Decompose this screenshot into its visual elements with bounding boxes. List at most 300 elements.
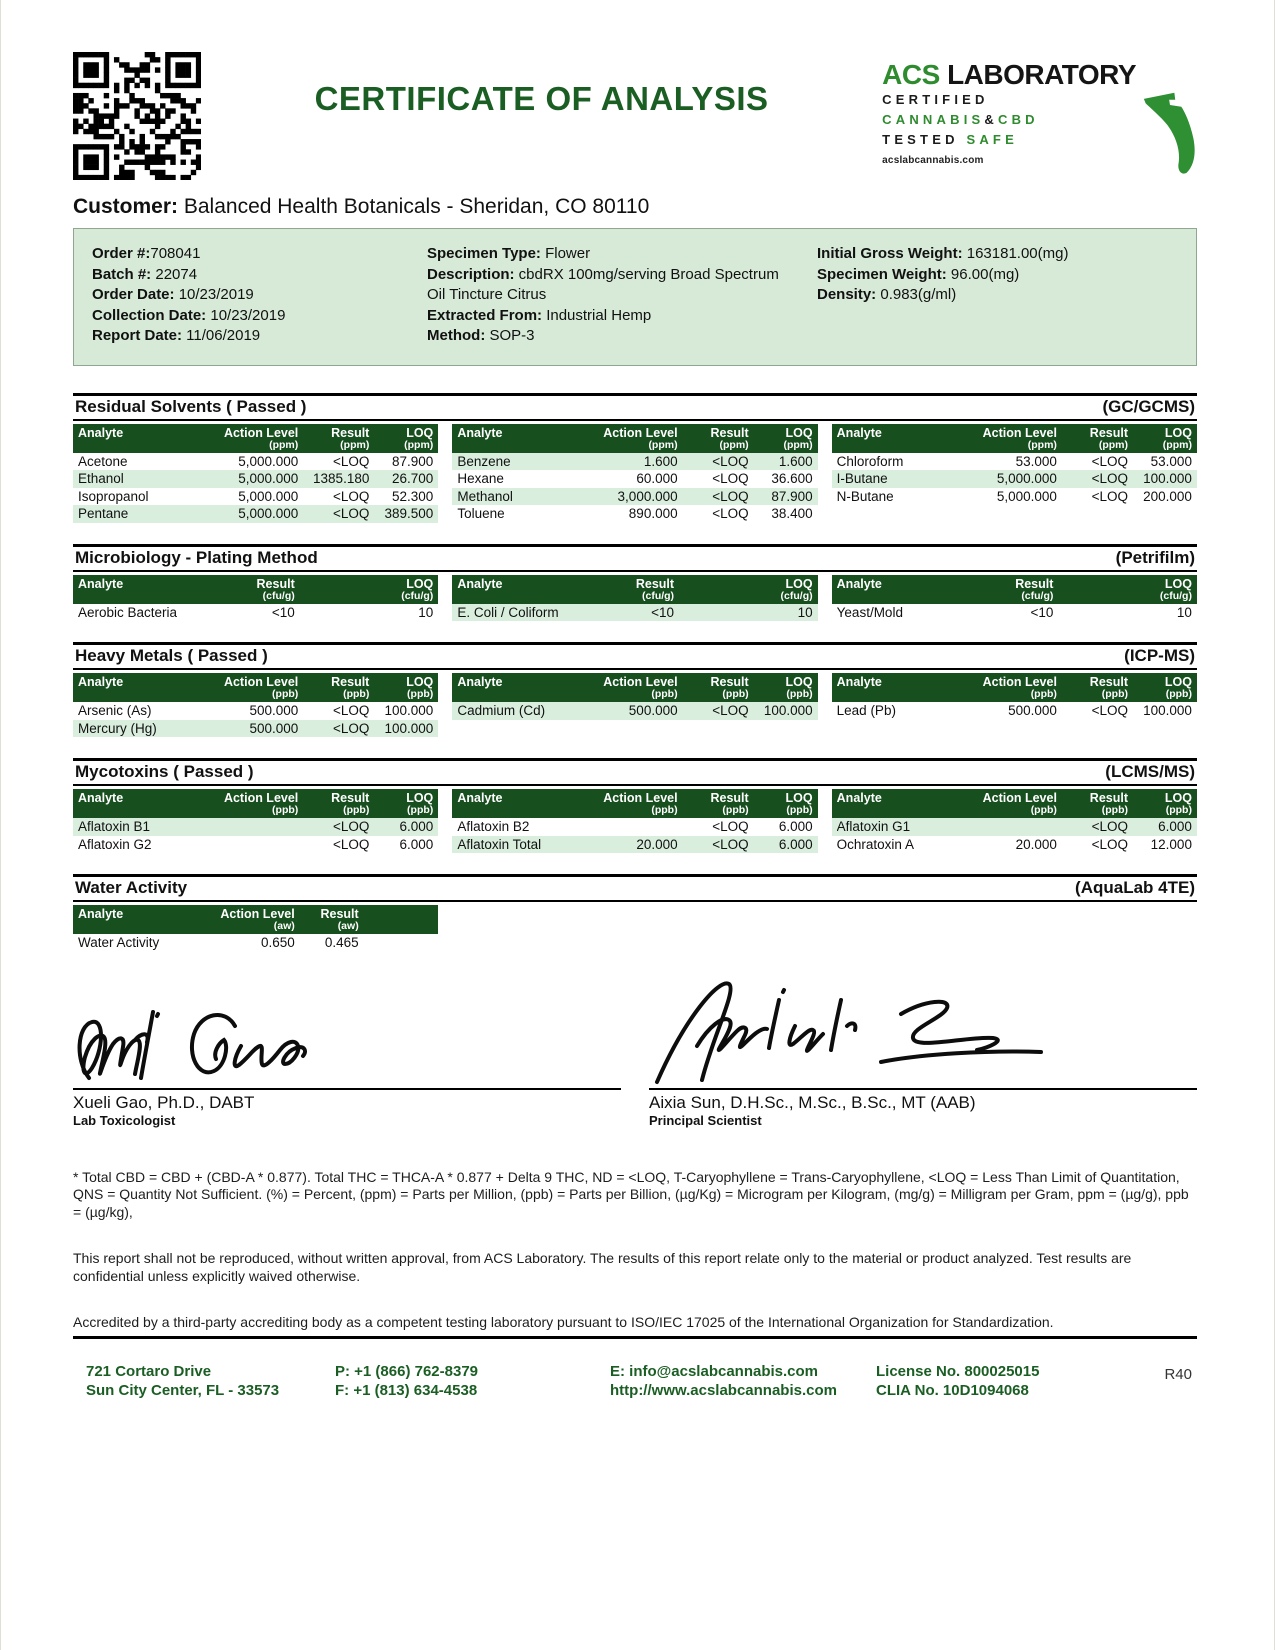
- column-header: [678, 427, 749, 451]
- analyte-name: E. Coli / Coliform: [457, 604, 559, 620]
- column-name: Result: [1089, 791, 1128, 805]
- signature-image-left: [73, 982, 621, 1090]
- analyte-value: 5,000.000: [238, 453, 299, 469]
- section-title: Microbiology - Plating Method: [75, 547, 318, 567]
- analyte-name: Methanol: [457, 488, 513, 504]
- info-field: [92, 306, 427, 327]
- logo-brand-laboratory: LABORATORY: [947, 59, 1136, 90]
- logo-certified-line: [882, 90, 1136, 110]
- column-header: [457, 792, 585, 816]
- signatures-area: [73, 982, 1197, 1129]
- column-header: [213, 908, 295, 932]
- section-tables: [73, 673, 1197, 737]
- analyte-name: Aflatoxin G1: [836, 819, 911, 834]
- footer-line: E: info@acslabcannabis.com: [610, 1362, 819, 1380]
- column-name: Analyte: [78, 425, 124, 440]
- info-field-value: 708041: [150, 245, 201, 262]
- analyte-name: Ochratoxin A: [836, 836, 914, 852]
- footer-line: P: +1 (866) 762-8379: [335, 1362, 479, 1380]
- analyte-table: [73, 424, 438, 523]
- info-field-value: Flower: [540, 245, 591, 262]
- column-unit: (cfu/g): [262, 589, 295, 602]
- analyte-value: 20.000: [636, 836, 678, 852]
- logo-tested-text: TESTED: [882, 132, 959, 147]
- section-method: (GC/GCMS): [1102, 396, 1195, 416]
- table-row: [452, 505, 817, 523]
- column-unit: (ppb): [1030, 804, 1057, 816]
- column-name: Action Level: [220, 907, 295, 921]
- table-row: [73, 836, 438, 854]
- analyte-name: I-Butane: [836, 471, 888, 486]
- table-row: [452, 702, 817, 720]
- info-field: [92, 326, 427, 347]
- analyte-value: 389.500: [384, 506, 434, 521]
- analyte-value: 5,000.000: [996, 471, 1057, 486]
- analyte-value: 10: [418, 604, 434, 620]
- column-unit: (ppm): [340, 438, 370, 451]
- table-row: [73, 934, 438, 952]
- analyte-name: Isopropanol: [78, 488, 149, 504]
- info-field: [427, 306, 787, 327]
- column-header: [1057, 792, 1128, 816]
- analyte-value: <10: [1030, 604, 1054, 620]
- section-mycotoxins: [73, 758, 1197, 853]
- analyte-value: 6.000: [399, 819, 434, 834]
- florida-state-icon: [1143, 86, 1197, 178]
- table-header-row: [452, 789, 817, 818]
- column-header: [78, 427, 206, 451]
- column-name: LOQ: [785, 425, 813, 440]
- analyte-value: 100.000: [1143, 703, 1192, 718]
- column-unit: (ppm): [1162, 438, 1192, 451]
- column-unit: (ppb): [722, 688, 749, 700]
- column-unit: (ppb): [343, 688, 370, 700]
- column-name: Analyte: [457, 675, 503, 689]
- column-header: [457, 427, 585, 451]
- analyte-name: Water Activity: [78, 935, 160, 950]
- analyte-name: Ethanol: [78, 471, 124, 486]
- section-heavy-metals: [73, 642, 1197, 737]
- logo-safe-text: SAFE: [966, 132, 1018, 147]
- column-unit: (ppm): [783, 438, 813, 451]
- analyte-table: [73, 789, 438, 853]
- column-header: [457, 676, 585, 700]
- info-field-value: 22074: [151, 265, 198, 283]
- analyte-value: 53.000: [1150, 453, 1192, 469]
- column-header: [78, 676, 206, 700]
- analyte-name: Aflatoxin B1: [78, 819, 151, 834]
- column-unit: (aw): [273, 920, 295, 932]
- section-tables: [73, 905, 1197, 952]
- info-field-label: Order Date:: [92, 286, 175, 303]
- section-header-bar: [73, 758, 1197, 786]
- section-method: (ICP-MS): [1124, 646, 1195, 665]
- logo-cannabis-text: CANNABIS: [882, 112, 985, 127]
- analyte-value: 5,000.000: [996, 488, 1057, 504]
- table-row: [452, 836, 817, 854]
- column-unit: (ppm): [269, 438, 299, 451]
- column-header: [369, 792, 433, 816]
- analyte-name: Pentane: [78, 506, 129, 521]
- table-row: [452, 453, 817, 471]
- analyte-value: <LOQ: [1091, 836, 1128, 852]
- analyte-value: 38.400: [771, 506, 813, 521]
- info-field: [92, 244, 427, 265]
- analyte-value: 60.000: [636, 471, 678, 486]
- column-name: Result: [1089, 425, 1128, 440]
- analyte-value: 52.300: [392, 488, 434, 504]
- column-name: Analyte: [836, 675, 882, 689]
- column-unit: (aw): [337, 920, 359, 932]
- column-header: [1057, 427, 1128, 451]
- analyte-value: 26.700: [392, 471, 434, 486]
- section-title: Water Activity: [75, 878, 188, 897]
- column-name: Result: [635, 576, 675, 591]
- analyte-value: <LOQ: [712, 488, 749, 504]
- footer-line: 721 Cortaro Drive: [86, 1362, 212, 1380]
- analyte-table: [452, 575, 817, 622]
- analyte-name: Chloroform: [836, 453, 904, 469]
- lab-contact-footer: [73, 1362, 1197, 1401]
- analyte-value: <LOQ: [1091, 703, 1128, 718]
- analyte-value: 0.465: [324, 935, 359, 950]
- info-field: [427, 326, 787, 347]
- analyte-value: 100.000: [763, 703, 813, 718]
- analyte-value: <LOQ: [712, 819, 749, 834]
- column-header: [457, 578, 599, 602]
- analyte-name: Aflatoxin B2: [457, 819, 530, 834]
- table-header-row: [832, 575, 1197, 604]
- column-name: LOQ: [1164, 576, 1192, 591]
- analyte-table: [73, 905, 438, 952]
- table-row: [832, 488, 1197, 506]
- table-row: [832, 836, 1197, 854]
- analyte-value: 1.600: [778, 453, 813, 469]
- analyte-value: 10: [797, 604, 813, 620]
- info-field-label: Initial Gross Weight:: [817, 245, 963, 262]
- section-header-bar: [73, 544, 1197, 572]
- column-header: [965, 427, 1057, 451]
- column-header: [749, 427, 813, 451]
- column-unit: (ppb): [407, 688, 434, 700]
- column-unit: (ppb): [1030, 688, 1057, 700]
- section-header-bar: [73, 393, 1197, 421]
- footnote-definitions: * Total CBD = CBD + (CBD-A * 0.877). Total THC = THCA-A * 0.877 + Delta 9 THC, ND = <LOQ, T-Caryophyllene = Trans-Caryophyllene, <LOQ = Less Than Limit of Quantitation, QNS = Quantity Not Sufficient. (%) = Percent, (ppm) = Parts per Million, (ppb) = Parts per Billion, (µg/Kg) = Microgram per Kilogram, (mg/g) = Milligram per Gram, ppm = (µg/g), ppb = (µg/kg),: [73, 1168, 1189, 1220]
- footnote-disclaimer: This report shall not be reproduced, without written approval, from ACS Laboratory. The results of this report relate only to the material or product analyzed. Test results are confidential unless explicitly waived otherwise.: [73, 1250, 1132, 1284]
- column-unit: (cfu/g): [1021, 589, 1054, 602]
- column-header: [206, 676, 298, 700]
- info-field-value: 0.983(g/ml): [876, 286, 957, 303]
- table-header-row: [73, 673, 438, 702]
- section-tables: [73, 424, 1197, 523]
- analyte-value: 1385.180: [313, 471, 370, 486]
- signature-block-principal-scientist: [649, 982, 1197, 1129]
- customer-value: Balanced Health Botanicals - Sheridan, CO 80110: [183, 195, 650, 218]
- analyte-value: 500.000: [249, 720, 299, 736]
- column-header: [749, 676, 813, 700]
- column-header: [1128, 427, 1192, 451]
- analyte-value: 100.000: [384, 720, 434, 736]
- info-field-label: Method:: [427, 327, 486, 344]
- column-name: Analyte: [457, 425, 503, 440]
- analyte-table: [73, 673, 438, 737]
- analyte-value: <LOQ: [712, 703, 749, 718]
- footer-column: [610, 1362, 876, 1401]
- section-title: Residual Solvents ( Passed ): [75, 396, 307, 416]
- column-name: Result: [710, 791, 749, 805]
- column-name: Analyte: [457, 576, 503, 591]
- info-field-label: Specimen Weight:: [817, 265, 947, 283]
- column-name: Action Level: [223, 791, 299, 805]
- footer-line: F: +1 (813) 634-4538: [335, 1382, 478, 1399]
- column-unit: (ppb): [1101, 688, 1128, 700]
- analyte-value: 5,000.000: [238, 506, 299, 521]
- info-field-label: Description:: [427, 265, 515, 283]
- analyte-value: 53.000: [1015, 453, 1057, 469]
- analyte-name: Aerobic Bacteria: [78, 604, 178, 620]
- analyte-value: 10: [1176, 604, 1192, 620]
- column-name: LOQ: [785, 576, 813, 591]
- analyte-value: 890.000: [628, 506, 678, 521]
- footer-line: CLIA No. 10D1094068: [876, 1382, 1029, 1399]
- info-field-value: 96.00(mg): [946, 265, 1020, 283]
- column-unit: (ppm): [648, 438, 678, 451]
- signature-image-right: [649, 982, 1197, 1090]
- info-field-value: SOP-3: [485, 327, 535, 344]
- column-header: [599, 578, 674, 602]
- analyte-value: <LOQ: [332, 453, 370, 469]
- footer-line: http://www.acslabcannabis.com: [610, 1382, 837, 1399]
- column-header: [369, 427, 433, 451]
- analyte-value: 0.650: [260, 935, 295, 950]
- info-field-label: Batch #:: [92, 265, 152, 283]
- analyte-name: Lead (Pb): [836, 703, 896, 718]
- section-title: Mycotoxins ( Passed ): [75, 762, 254, 781]
- specimen-info-box: [73, 228, 1197, 366]
- info-field-value: 10/23/2019: [174, 286, 254, 303]
- column-name: Action Level: [603, 425, 678, 440]
- logo-brand-acs: ACS: [882, 59, 940, 90]
- column-name: LOQ: [406, 576, 434, 591]
- column-header: [678, 792, 749, 816]
- table-header-row: [832, 424, 1197, 453]
- table-row: [452, 470, 817, 488]
- analyte-value: <10: [271, 604, 295, 620]
- info-field: [92, 265, 427, 286]
- footer-column: [86, 1362, 335, 1401]
- column-unit: (ppb): [722, 804, 749, 816]
- column-header: [965, 792, 1057, 816]
- logo-website: acslabcannabis.com: [882, 155, 984, 166]
- section-method: (LCMS/MS): [1105, 762, 1195, 781]
- column-name: Result: [1089, 675, 1128, 689]
- logo-ampersand: &: [984, 112, 998, 127]
- analyte-table: [452, 424, 817, 523]
- analyte-value: <LOQ: [712, 506, 749, 521]
- column-header: [295, 578, 434, 602]
- column-header: [298, 792, 369, 816]
- analyte-value: 87.900: [392, 453, 434, 469]
- table-row: [452, 604, 817, 622]
- footer-divider: [73, 1336, 1197, 1339]
- info-field-label: Specimen Type:: [427, 245, 541, 262]
- table-header-row: [452, 575, 817, 604]
- info-field-value: 10/23/2019: [206, 306, 286, 324]
- customer-line: [73, 194, 1197, 219]
- column-unit: (ppb): [786, 804, 813, 816]
- column-header: [674, 578, 813, 602]
- analyte-value: 200.000: [1143, 488, 1192, 504]
- logo-text-block: [882, 60, 1136, 178]
- column-unit: (ppb): [651, 688, 678, 700]
- analyte-value: [206, 818, 298, 836]
- info-field-label: Collection Date:: [92, 306, 207, 324]
- column-header: [678, 676, 749, 700]
- table-row: [73, 818, 438, 836]
- analyte-value: 1.600: [643, 453, 678, 469]
- analyte-value: 100.000: [384, 703, 434, 718]
- analyte-name: N-Butane: [836, 488, 894, 504]
- column-name: Analyte: [836, 791, 882, 805]
- column-header: [298, 676, 369, 700]
- analyte-value: <LOQ: [712, 836, 749, 852]
- column-name: Action Level: [982, 675, 1057, 689]
- table-header-row: [832, 789, 1197, 818]
- info-field-label: Density:: [817, 286, 877, 303]
- analyte-value: 500.000: [628, 703, 678, 718]
- table-row: [73, 505, 438, 523]
- column-unit: (ppb): [1165, 688, 1192, 700]
- footer-line: License No. 800025015: [876, 1362, 1040, 1380]
- analyte-value: 5,000.000: [238, 488, 299, 504]
- analyte-value: 6.000: [778, 819, 813, 834]
- column-name: LOQ: [406, 425, 434, 440]
- column-name: LOQ: [406, 791, 434, 805]
- analyte-value: <LOQ: [712, 471, 749, 486]
- logo-cbd-text: CBD: [997, 112, 1039, 127]
- section-header-bar: [73, 874, 1197, 902]
- table-row: [832, 604, 1197, 622]
- column-unit: (ppb): [272, 804, 299, 816]
- column-name: Result: [320, 907, 359, 921]
- info-field: [817, 285, 1178, 306]
- info-field-label: Extracted From:: [427, 306, 543, 324]
- column-name: Action Level: [982, 791, 1057, 805]
- column-unit: (ppm): [719, 438, 749, 451]
- info-field-value: 11/06/2019: [182, 327, 261, 344]
- section-header-bar: [73, 642, 1197, 670]
- analyte-value: 500.000: [1008, 703, 1057, 718]
- table-row: [452, 818, 817, 836]
- info-column: [427, 244, 817, 347]
- column-header: [1053, 578, 1192, 602]
- column-header: [965, 676, 1057, 700]
- column-unit: (ppb): [272, 688, 299, 700]
- column-name: LOQ: [1164, 675, 1192, 689]
- section-microbiology: [73, 544, 1197, 622]
- footnote-accreditation: Accredited by a third-party accrediting body as a competent testing laboratory pursuant to ISO/IEC 17025 of the International Organization for Standardization.: [73, 1314, 1054, 1330]
- signatory-name: Aixia Sun, D.H.Sc., M.Sc., B.Sc., MT (AAB): [649, 1092, 976, 1112]
- footer-column: [335, 1362, 610, 1401]
- column-name: LOQ: [1164, 425, 1192, 440]
- section-method: (AquaLab 4TE): [1075, 878, 1195, 897]
- analyte-value: 6.000: [778, 836, 813, 852]
- column-name: Analyte: [78, 675, 124, 689]
- column-unit: (ppb): [786, 688, 813, 700]
- info-field: [427, 265, 787, 306]
- column-name: Result: [331, 791, 370, 805]
- column-name: Result: [331, 675, 370, 689]
- analyte-value: <LOQ: [332, 506, 370, 521]
- table-row: [832, 702, 1197, 720]
- column-unit: (ppb): [651, 804, 678, 816]
- analyte-value: 6.000: [399, 836, 434, 852]
- analyte-value: 12.000: [1150, 836, 1192, 852]
- column-header: [837, 792, 965, 816]
- page-title: CERTIFICATE OF ANALYSIS: [314, 80, 769, 117]
- analyte-value: <10: [651, 604, 675, 620]
- column-unit: (ppm): [1027, 438, 1057, 451]
- analyte-value: <LOQ: [332, 819, 370, 834]
- table-row: [452, 488, 817, 506]
- analyte-value: <LOQ: [1091, 453, 1128, 469]
- info-field-value: cbdRX 100mg/serving Broad Spectrum Oil Tincture Citrus: [427, 265, 779, 303]
- column-header: [749, 792, 813, 816]
- table-row: [73, 488, 438, 506]
- column-header: [206, 792, 298, 816]
- page-revision-marker: R40: [1164, 1366, 1192, 1383]
- customer-label: Customer:: [73, 195, 179, 218]
- analyte-value: 5,000.000: [238, 471, 299, 486]
- analyte-name: Arsenic (As): [78, 703, 152, 718]
- column-header: [585, 792, 677, 816]
- section-title: Heavy Metals ( Passed ): [75, 646, 268, 665]
- column-name: Result: [256, 576, 295, 591]
- analyte-value: 500.000: [249, 703, 299, 718]
- column-unit: (ppb): [1101, 804, 1128, 816]
- table-row: [832, 818, 1197, 836]
- column-header: [1128, 792, 1192, 816]
- analyte-table: [832, 789, 1197, 853]
- analyte-table: [452, 673, 817, 737]
- logo-certified-text: CERTIFIED: [882, 92, 989, 107]
- info-field: [817, 244, 1178, 265]
- column-unit: (cfu/g): [641, 589, 675, 602]
- logo-brand: [882, 60, 1136, 90]
- analyte-table: [452, 789, 817, 853]
- column-unit: (ppb): [1165, 804, 1192, 816]
- table-row: [832, 453, 1197, 471]
- title-area: [201, 46, 882, 118]
- column-header: [1128, 676, 1192, 700]
- signatory-role: Lab Toxicologist: [73, 1112, 176, 1128]
- column-name: Action Level: [603, 791, 678, 805]
- analyte-value: 87.900: [771, 488, 813, 504]
- column-header: [979, 578, 1054, 602]
- column-header: [585, 676, 677, 700]
- column-name: Action Level: [223, 675, 299, 689]
- column-name: LOQ: [785, 791, 813, 805]
- column-unit: (ppb): [343, 804, 370, 816]
- column-header: [837, 578, 979, 602]
- column-unit: (ppm): [404, 438, 434, 451]
- info-field-label: Report Date:: [92, 327, 183, 344]
- column-header: [78, 908, 213, 932]
- column-unit: (cfu/g): [1159, 589, 1192, 602]
- analyte-value: <LOQ: [332, 703, 370, 718]
- column-name: Analyte: [78, 791, 124, 805]
- signatory-role: Principal Scientist: [649, 1112, 762, 1128]
